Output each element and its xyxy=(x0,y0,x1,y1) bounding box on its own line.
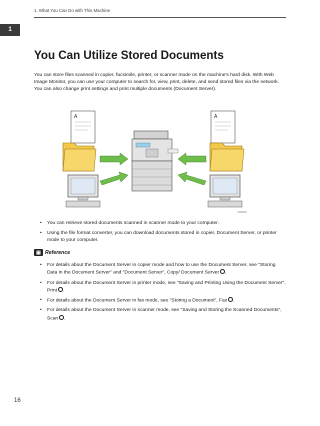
list-item: • You can retrieve stored documents scanned in scanner mode to your computer. xyxy=(40,220,286,227)
figure-code: CHZ010 xyxy=(237,211,247,214)
reference-text: For details about the Document Server in copier mode and how to use the Document Server, see "Storing Data in the Document Server" and "Document Server", Copy/ Document Server xyxy=(47,263,276,276)
reference-text: For details about the Document Server in printer mode, see "Saving and Printing Using the Document Server", Print xyxy=(47,280,286,294)
computer-icon-right xyxy=(208,175,242,207)
list-item: • For details about the Document Server in scanner mode, see "Saving and Storing the Scanned Documents", Scan . xyxy=(40,307,286,322)
page-number: 16 xyxy=(14,398,21,404)
manual-reference-icon xyxy=(228,297,233,302)
list-item: • For details about the Document Server in printer mode, see "Saving and Printing Using the Document Server", Print . xyxy=(40,280,286,295)
reference-list xyxy=(40,262,286,325)
intro-paragraph: You can store files scanned in copier, facsimile, printer, or scanner mode on the machine's hard disk. With Web Image Monitor, you can use your computer to search for, view, print, delete, and send stored files via the network. You can also change print settings and print multiple documents (Document Server). xyxy=(34,73,279,93)
header-rule xyxy=(34,17,286,18)
folder-icon-right xyxy=(210,143,244,171)
feature-bullets xyxy=(40,220,286,247)
list-item: • For details about the Document Server in copier mode and how to use the Document Server, see "Storing Data in the Document Server" and "Document Server", Copy/ Document Server . xyxy=(40,262,286,277)
reference-book-icon: ▣ xyxy=(34,249,43,256)
reference-heading xyxy=(34,249,70,256)
arrows-left xyxy=(100,153,128,185)
page-title: You Can Utilize Stored Documents xyxy=(34,49,224,62)
manual-reference-icon xyxy=(220,269,225,274)
manual-reference-icon xyxy=(59,315,64,320)
reference-text: For details about the Document Server in scanner mode, see "Saving and Storing the Scanned Documents", Scan xyxy=(47,308,282,321)
reference-label: Reference xyxy=(45,249,71,256)
manual-reference-icon xyxy=(58,287,63,292)
doc-letter: A xyxy=(214,114,218,120)
folder-icon-left xyxy=(63,143,96,171)
document-icon-top-left xyxy=(71,111,95,143)
multifunction-machine xyxy=(132,131,178,191)
reference-text: For details about the Document Server in fax mode, see "Storing a Document", Fax xyxy=(47,298,228,304)
stored-documents-illustration xyxy=(58,109,248,211)
running-header: 1. What You Can Do with This Machine xyxy=(34,8,111,13)
chapter-tab: 1 xyxy=(0,24,20,36)
document-icon-top-right xyxy=(211,111,235,143)
list-item: • For details about the Document Server in fax mode, see "Storing a Document", Fax . xyxy=(40,297,286,305)
doc-letter: A xyxy=(74,114,78,120)
computer-icon-left xyxy=(66,175,100,207)
list-item: • Using the file format converter, you can download documents stored in copier, Document Server, or printer mode to your computer. xyxy=(40,230,286,244)
arrows-right xyxy=(178,153,206,185)
